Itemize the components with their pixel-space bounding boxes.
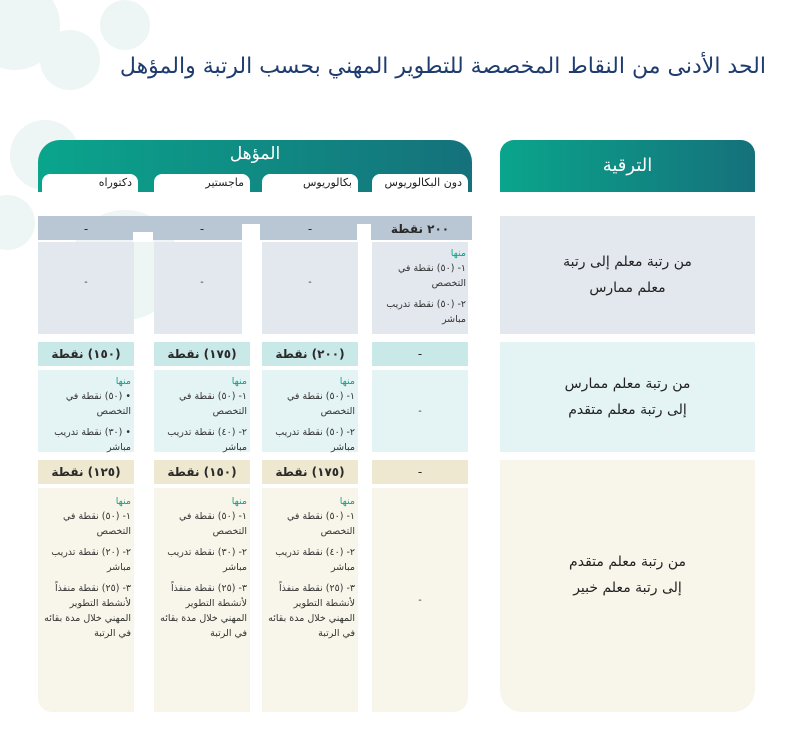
promotion-label-2: من رتبة معلم ممارس إلى رتبة معلم متقدم [564,376,691,418]
row2-master-points: (١٧٥) نقطة [167,347,237,361]
page-title: الحد الأدنى من النقاط المخصصة للتطوير المهني بحسب الرتبة والمؤهل [119,54,766,79]
detail-item: ٣- (٢٥) نقطة منفذاً لأنشطة التطوير المهني خلال مدة بقائه في الرتبة [268,583,355,639]
row1-below-bachelor-details [376,246,466,333]
row3-master-points: (١٥٠) نقطة [167,465,237,479]
promotion-label-3: من رتبة معلم متقدم إلى رتبة معلم خبير [569,554,686,596]
row3-doctorate-points: (١٢٥) نقطة [51,465,121,479]
qualification-header-title: المؤهل [229,144,281,164]
row3-below-bachelor-body-dash: - [418,594,422,606]
row2-master-details [157,374,247,461]
row2-doctorate-label: منها [115,376,131,387]
row2-bachelor-points: (٢٠٠) نقطة [275,347,345,361]
detail-item: ٣- (٢٥) نقطة منفذاً لأنشطة التطوير المهني خلال مدة بقائه في الرتبة [44,583,131,639]
row3-master-label: منها [231,496,247,507]
row3-master-details [157,494,247,647]
row1-master-body-dash: - [200,276,204,288]
row2-below-bachelor-dash: - [417,347,423,361]
row1-bachelor-body-dash: - [308,276,312,288]
row1-doctorate-dash: - [83,222,89,236]
row1-below-bachelor-label: منها [450,248,466,259]
detail-item: ١- (٥٠) نقطة في التخصص [397,263,466,289]
detail-item: ٢- (٤٠) نقطة تدريب مباشر [275,547,355,573]
promotion-header: الترقية [500,140,755,192]
detail-item: ٢- (٥٠) نقطة تدريب مباشر [386,299,466,325]
row3-bachelor-label: منها [339,496,355,507]
row2-master-label: منها [231,376,247,387]
detail-item: ١- (٥٠) نقطة في التخصص [178,511,247,537]
detail-item: ٢- (٢٠) نقطة تدريب مباشر [51,547,131,573]
row1-bachelor-dash: - [307,222,313,236]
promotion-label-1: من رتبة معلم إلى رتبة معلم ممارس [563,254,692,296]
qualification-below-bachelor: دون البكالوريوس [372,174,468,192]
row1-doctorate-body-dash: - [84,276,88,288]
detail-item: ٢- (٣٠) نقطة تدريب مباشر [167,547,247,573]
detail-item: ١- (٥٠) نقطة في التخصص [286,391,355,417]
detail-item: ٣- (٢٥) نقطة منفذاً لأنشطة التطوير المهني خلال مدة بقائه في الرتبة [160,583,247,639]
qualification-doctorate: دكتوراه [42,174,138,192]
detail-item: • (٥٠) نقطة في التخصص [65,391,131,417]
row2-bachelor-label: منها [339,376,355,387]
row1-gap [133,232,153,242]
row2-doctorate-details [41,374,131,461]
row1-master-dash: - [199,222,205,236]
row3-bachelor-details [265,494,355,647]
row3-doctorate-label: منها [115,496,131,507]
row3-below-bachelor-dash: - [417,465,423,479]
row1-gap [357,224,371,242]
decor-bubble [0,195,35,250]
row3-doctorate-details [41,494,131,647]
row2-doctorate-points: (١٥٠) نقطة [51,347,121,361]
detail-item: • (٣٠) نقطة تدريب مباشر [54,427,131,453]
detail-item: ٢- (٥٠) نقطة تدريب مباشر [275,427,355,453]
qualification-master: ماجستير [154,174,250,192]
detail-item: ١- (٥٠) نقطة في التخصص [178,391,247,417]
detail-item: ١- (٥٠) نقطة في التخصص [286,511,355,537]
detail-item: ٢- (٤٠) نقطة تدريب مباشر [167,427,247,453]
detail-item: ١- (٥٠) نقطة في التخصص [62,511,131,537]
row2-below-bachelor-body-dash: - [418,405,422,417]
row3-bachelor-points: (١٧٥) نقطة [275,465,345,479]
row1-below-bachelor-points: ٢٠٠ نقطة [390,222,450,236]
qualification-bachelor: بكالوريوس [262,174,358,192]
decor-bubble [100,0,150,50]
row2-bachelor-details [265,374,355,461]
